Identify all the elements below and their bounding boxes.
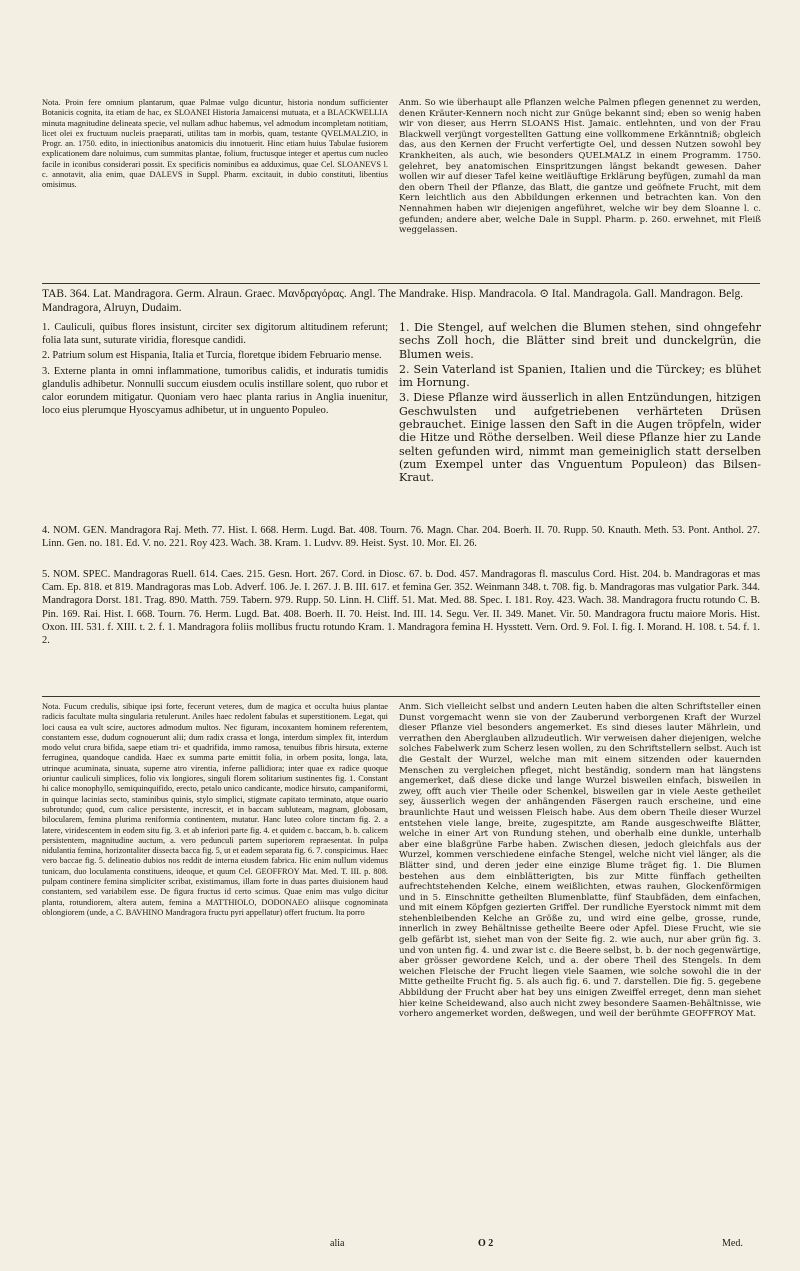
top-german-note: Anm. So wie überhaupt alle Pflanzen welche Palmen pflegen genennet zu werden, denen Kräuter-Kennern noch nicht zur Gnüge bekannt sind; eben so wenig haben wir von dieser, aus Herrn SLOANS Hist. Jamaic. entlehnten, und von der Frau Blackwell verjüngt vorgestellten Gattung eine vollkommene Erkänntniß; obgleich das, aus den Kernen der Frucht verfertigte Oel, und dessen Nutzen sowohl bey Krankheiten, als auch, wie besonders QUELMALZ in einem Programm. 1750. gelehret, bey anatomischen Einspritzungen längst bekandt gewesen. Daher wollen wir auf dieser Tafel keine weitläuftige Erklärung beyfügen, zumahl da man den obern Theil der Pflanze, das Blatt, die gantze und geöfnete Frucht, mit dem Kern leichtlich aus den Abbildungen erkennen und betrachten kan. Von den Nennahmen haben wir diejenigen angeführet, welche wir bey dem Sloanne l. c. gefunden; andere aber, welche Dale in Suppl. Pharm. p. 260. erwehnet, mit Fleiß weggelassen. <box>399 98 761 236</box>
plate-heading: TAB. 364. Lat. Mandragora. Germ. Alraun. Graec. Μανδραγόρας. Angl. The Mandrake. Hisp. Mandracola. ⊙ Ital. Mandragola. Gall. Mandragon. Belg. Mandragora, Alruyn, Dudaim. <box>42 288 744 314</box>
top-latin-note: Nota. Proin fere omnium plantarum, quae Palmae vulgo dicuntur, historia nondum sufficienter Botanicis cognita, ita etiam de hac, ex SLOANEI Historia Jamaicensi mutuata, et a BLACKWELLIA minuta magnitudine delineata specie, vel nullam adhuc habemus, vel admodum incompletam notitiam, licet olei ex fructuum nucleis praeparati, utilitas tam in morbis, quam, testante QVELMALZIO, in Progr. an. 1750. edito, in iniectionibus anatomicis diu innotuerit. Hinc etiam huius Tabulae fusiorem explicationem dare noluimus, cum summitas plantae, folium, fructusque integer et apertus cum nucleo facile in iconibus considerari possit. Ex specificis nominibus ea adduximus, quae Cel. SLOANEVS l. c. annotavit, alia enim, quae DALEVS in Suppl. Pharm. excitauit, in dubio constituti, libentius omisimus. <box>42 98 388 190</box>
catchword-left: alia <box>330 1238 345 1249</box>
bottom-german-note: Anm. Sich vielleicht selbst und andern Leuten haben die alten Schriftsteller einen Dunst vorgemacht wenn sie von der Zauberund verborgenen Kraft der Wurzel dieser Pflanze viel besonders angemerket. Es sind dieses lauter Mährlein, und verrathen den Aberglauben allzudeutlich. Wir verweisen daher diejenigen, welche solches Fabelwerk zum Scherz lesen wollen, zu den Schriftstellern selbst. Auch ist die Gestalt der Wurzel, welche man mit einem sitzenden oder kauernden Menschen zu vergleichen pfleget, nicht beständig, sondern man hat längstens angemerket, daß diese dicke und lange Wurzel bisweilen einfach, bisweilen in zwey, offt auch vier Theile oder Schenkel, bisweilen gar in viele Aeste getheilet sey, äusserlich wegen der anhängenden Fäsergen rauch erscheine, und eine braunlichte Haut und weissen Fleisch habe. Aus dem obern Theile dieser Wurzel entstehen viele lange, breite, zugespitzte, am Rande ausgeschweifte Blätter, welche in einer Art von Rundung stehen, und oberhalb eine dunkle, unterhalb aber eine blaßgrüne Farbe haben. Zwischen diesen, jedoch gleichfals aus der Wurzel, kommen verschiedene einfache Stengel, welche nicht viel länger, als die Blätter sind, und deren jeder eine einzige Blume träget fig. 1. Die Blumen bestehen aus dem einblätterigten, bis zur Mitte fünffach getheilten aufrechtstehenden Kelche, einem weißlichten, etwas rauhen, Glockenförmigen und in 5. Einschnitte getheilten Blumenblatte, fünf Staubfäden, dem einfachen, und mit einem Köpfgen gezierten Griffel. Der rundliche Eyerstock nimmt mit dem stehenbleibenden Kelche an Größe zu, und wird eine gelbe, grosse, runde, innerlich in zwey Behältnisse getheilte Beere oder Apfel. Diese Frucht, wie sie gelb gefärbt ist, siehet man von der Seite fig. 2. wie auch, nur aber grün fig. 3. und von unten fig. 4. und zwar ist c. die Beere selbst, b. b. der noch gegenwärtige, aber grösser gewordene Kelch, und a. der obere Theil des Stengels. In dem weichen Fleische der Frucht liegen viele Saamen, wie solche sowohl die in der Mitte getheilte Frucht fig. 5. als auch fig. 6. und 7. darstellen. Die fig. 5. gegebene Abbildung der Frucht aber hat bey uns einigen Zweiffel erreget, denn man siehet hier keine Scheidewand, also auch nicht zwey besondere Saamen-Behältnisse, wie vorhero angemerket worden, deßwegen, und weil der berühmte GEOFFROY Mat. <box>399 702 761 1020</box>
divider-top <box>42 283 760 284</box>
nomen-specificum: 5. NOM. SPEC. Mandragoras Ruell. 614. Caes. 215. Gesn. Hort. 267. Cord. in Diosc. 67. b. Dod. 457. Mandragoras fl. masculus Cord. Hist. 204. b. Mandragoras et mas Cam. Ep. 818. et 819. Mandragoras mas Lob. Adverf. 106. Je. I. 267. J. B. III. 617. et femina Ger. 352. Weinmann 348. t. 708. fig. b. Mandragoras mas vulgatior Park. 344. Mandragora Dorst. 181. Trag. 890. Matth. 759. Tabern. 979. Rupp. 50. Linn. H. Cliff. 51. Mat. Med. 88. Spec. I. 181. Roy. 423. Wach. 38. Mandragora fructu rotundo C. B. Pin. 169. Rai. Hist. I. 668. Tourn. 76. Herm. Lugd. Bat. 408. Boerh. II. 70. Heist. Ind. III. 14. Segu. Ver. II. 349. Manet. Vir. 50. Mandragora fructu maiore Moris. Hist. Oxon. III. 531. f. XIII. t. 2. f. 1. Mandragora foliis mollibus fructu rotundo Kram. 1. Mandragora femina H. Hysstett. Vern. Ord. 9. Fol. I. fig. I. Morand. H. 108. t. 54. f. 1. 2. <box>42 569 760 647</box>
bottom-latin-note: Nota. Fucum credulis, sibique ipsi forte, fecerunt veteres, dum de magica et occulta huius plantae radicis facultate multa singularia retulerunt. Aniles haec redolent fabulas et superstitionem. Legat, qui loci causa ea vult scire, auctores admodum multos. Nec figuram, incoxantem hominem referentem, constantem esse, dudum cognouerunt alii; dum radix crassa et longa, interdum simplex fit, interdum modo velut crura bifida, saepe etiam tri- et quadrifida, immo ramosa, tenuibus fibris hirsuta, externe ferruginea, quandoque candida. Haec ex summa parte emittit folia, in orbem posita, longa, lata, utrinque acuminata, sinuata, superne atro virentia, inferne pallidiora; inter quae ex radice quoque oriuntur cauliculi simplices, folio vix longiores, singuli florem solitarium sustinentes fig. 1. Constant hi calice monophyllo, semiquinquifido, erecto, petalo unico candicante, modice hirsuto, campaniformi, in quinque lacinias secto, staminibus quinis, stylo simplici, stigmate capitato terminato, atque ouario subrotundo; quod, cum calice persistente, increscit, et in baccam subluteam, magnam, globosam, bilocularem, femina plurima reniformia continentem, mutatur. Hanc luteo colore tinctam fig. 2. a latere, viridescentem in eodem situ fig. 3. et ab inferiori parte fig. 4. et quidem c. baccam, b. b. calicem persistentem, magnitudine auctum, a. vero pedunculi partem superiorem repraesentat. In pulpa nidulantia femina, horizontaliter dissecta bacca fig. 5, ut et eadem separata fig. 6. 7. conspicimus. Haec vero baccae fig. 5. delineatio dubios nos reddit de interna eiusdem fabrica. Hic enim nullum videmus tunicam, duo loculamenta constituens, ideoque, et quum Cel. GEOFFROY Mat. Med. T. III. p. 808. pulpam continere femina simpliciter scribat, existimamus, illam forte in duas partes diuisionem haud constantem, sed variabilem esse. De figura fructus id certo scimus. Quae enim mas vulgo dicitur planta, rotundiorem, altera autem, femina a MATTHIOLO, DODONAEO aliisque cognominata oblongiorem (unde, a C. BAVHINO Mandragora fructu pyri appellatur) offert fructum. Ita porro <box>42 702 388 917</box>
catchword-right: Med. <box>722 1238 743 1249</box>
latin-section-3: 3. Externe planta in omni inflammatione, tumoribus calidis, et induratis tumidis glandulis adhibetur. Nonnulli succum eiusdem oculis instillare solent, quo rubor et calor eorundem mitigatur. Quoniam vero haec planta rarius in Anglia inuenitur, loco eius plerumque Hyoscyamus adhibetur, ut in unguento Populeo. <box>42 365 388 417</box>
latin-sections <box>42 321 388 521</box>
german-section-1: 1. Die Stengel, auf welchen die Blumen stehen, sind ohngefehr sechs Zoll hoch, die Blätter sind breit und dunckelgrün, die Blumen weis. <box>399 321 761 361</box>
nomen-genericum: 4. NOM. GEN. Mandragora Raj. Meth. 77. Hist. I. 668. Herm. Lugd. Bat. 408. Tourn. 76. Magn. Char. 204. Boerh. II. 70. Rupp. 50. Knauth. Meth. 53. Pont. Anthol. 27. Linn. Gen. no. 181. Ed. V. no. 221. Roy 423. Wach. 38. Kram. 1. Ludvv. 89. Heist. Syst. 10. Mor. El. 26. <box>42 525 760 550</box>
latin-section-1: 1. Cauliculi, quibus flores insistunt, circiter sex digitorum altitudinem referunt; folia lata sunt, suturate viridia, floresque candidi. <box>42 322 388 347</box>
latin-section-2: 2. Patrium solum est Hispania, Italia et Turcia, floretque ibidem Februario mense. <box>42 350 382 362</box>
german-sections <box>399 321 761 521</box>
german-section-3: 3. Diese Pflanze wird äusserlich in allen Entzündungen, hitzigen Geschwulsten und aufgetriebenen verhärteten Drüsen gebrauchet. Einige lassen den Saft in die Augen tröpfeln, wider die Hitze und Röthe derselben. Weil diese Pflanze hier zu Lande selten gefunden wird, nimmt man gemeiniglich statt derselben (zum Exempel unter das Vnguentum Populeon) das Bilsen-Kraut. <box>399 391 761 485</box>
divider-bottom <box>42 696 760 697</box>
german-section-2: 2. Sein Vaterland ist Spanien, Italien und die Türckey; es blühet im Hornung. <box>399 362 761 390</box>
signature-mark: O 2 <box>478 1238 494 1249</box>
